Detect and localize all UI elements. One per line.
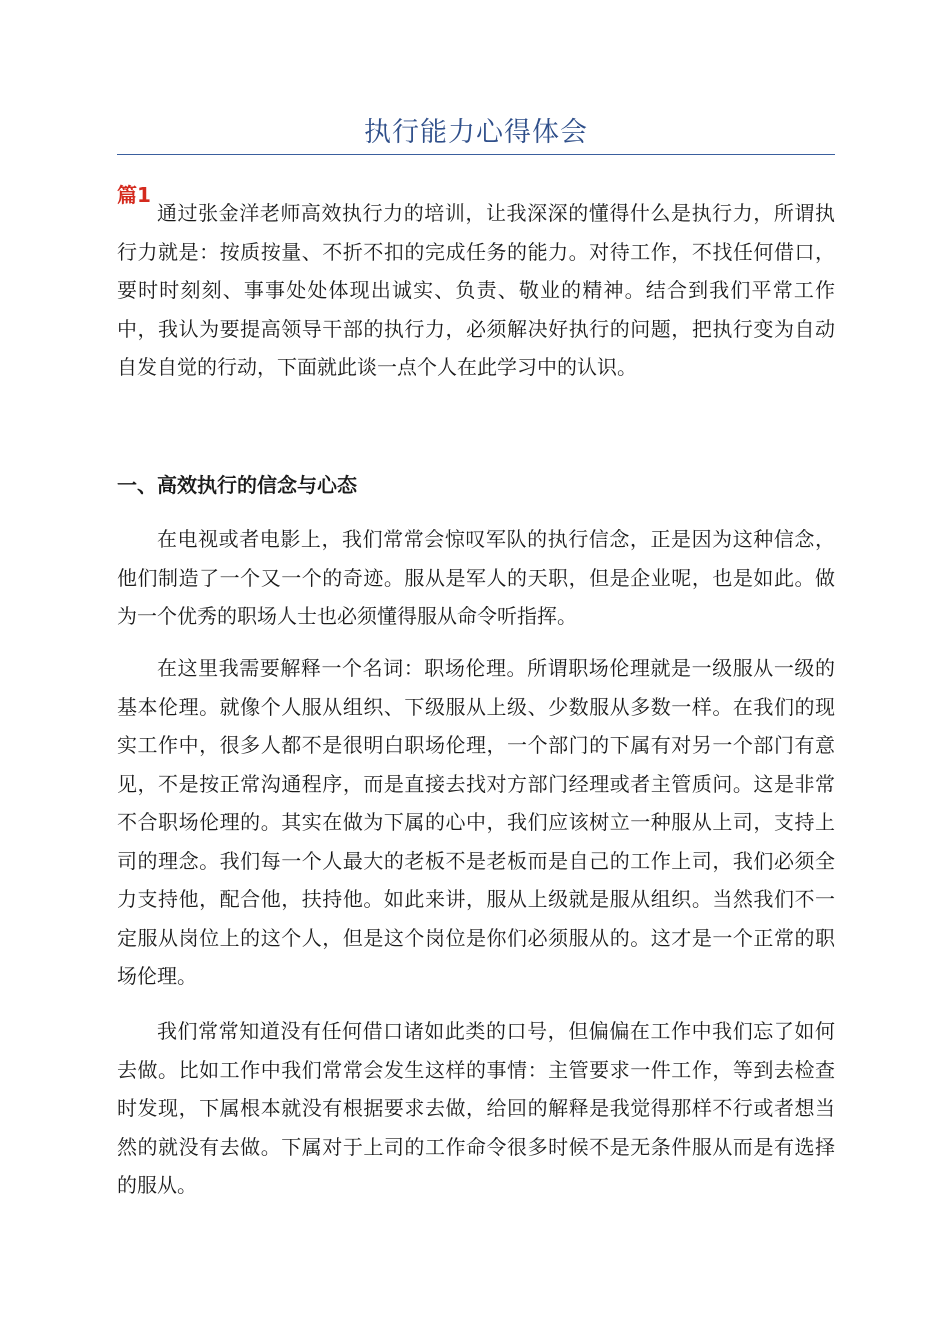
body-paragraph-3: 我们常常知道没有任何借口诸如此类的口号，但偏偏在工作中我们忘了如何去做。比如工作中我们常常会发生这样的事情：主管要求一件工作，等到去检查时发现，下属根本就没有根据要求去做，给回的解释是我觉得那样不行或者想当然的就没有去做。下属对于上司的工作命令很多时候不是无条件服从而是有选择的服从。 (117, 1019, 835, 1197)
body-paragraph-2: 在这里我需要解释一个名词：职场伦理。所谓职场伦理就是一级服从一级的基本伦理。就像个人服从组织、下级服从上级、少数服从多数一样。在我们的现实工作中，很多人都不是很明白职场伦理，一个部门的下属有对另一个部门有意见，不是按正常沟通程序，而是直接去找对方部门经理或者主管质问。这是非常不合职场伦理的。其实在做为下属的心中，我们应该树立一种服从上司，支持上司的理念。我们每一个人最大的老板不是老板而是自己的工作上司，我们必须全力支持他，配合他，扶持他。如此来讲，服从上级就是服从组织。当然我们不一定服从岗位上的这个人，但是这个岗位是你们必须服从的。这才是一个正常的职场伦理。 (117, 656, 835, 988)
title-underline (117, 154, 835, 155)
document-title: 执行能力心得体会 (364, 117, 588, 148)
body-paragraph-1: 在电视或者电影上，我们常常会惊叹军队的执行信念，正是因为这种信念，他们制造了一个又一个的奇迹。服从是军人的天职，但是企业呢，也是如此。做为一个优秀的职场人士也必须懂得服从命令听指挥。 (117, 527, 835, 628)
part-label: 篇1 (117, 183, 151, 207)
section-heading: 一、高效执行的信念与心态 (117, 473, 357, 497)
intro-paragraph: 通过张金洋老师高效执行力的培训，让我深深的懂得什么是执行力，所谓执行力就是：按质按量、不折不扣的完成任务的能力。对待工作，不找任何借口，要时时刻刻、事事处处体现出诚实、负责、敬业的精神。结合到我们平常工作中，我认为要提高领导干部的执行力，必须解决好执行的问题，把执行变为自动自发自觉的行动，下面就此谈一点个人在此学习中的认识。 (117, 201, 835, 379)
